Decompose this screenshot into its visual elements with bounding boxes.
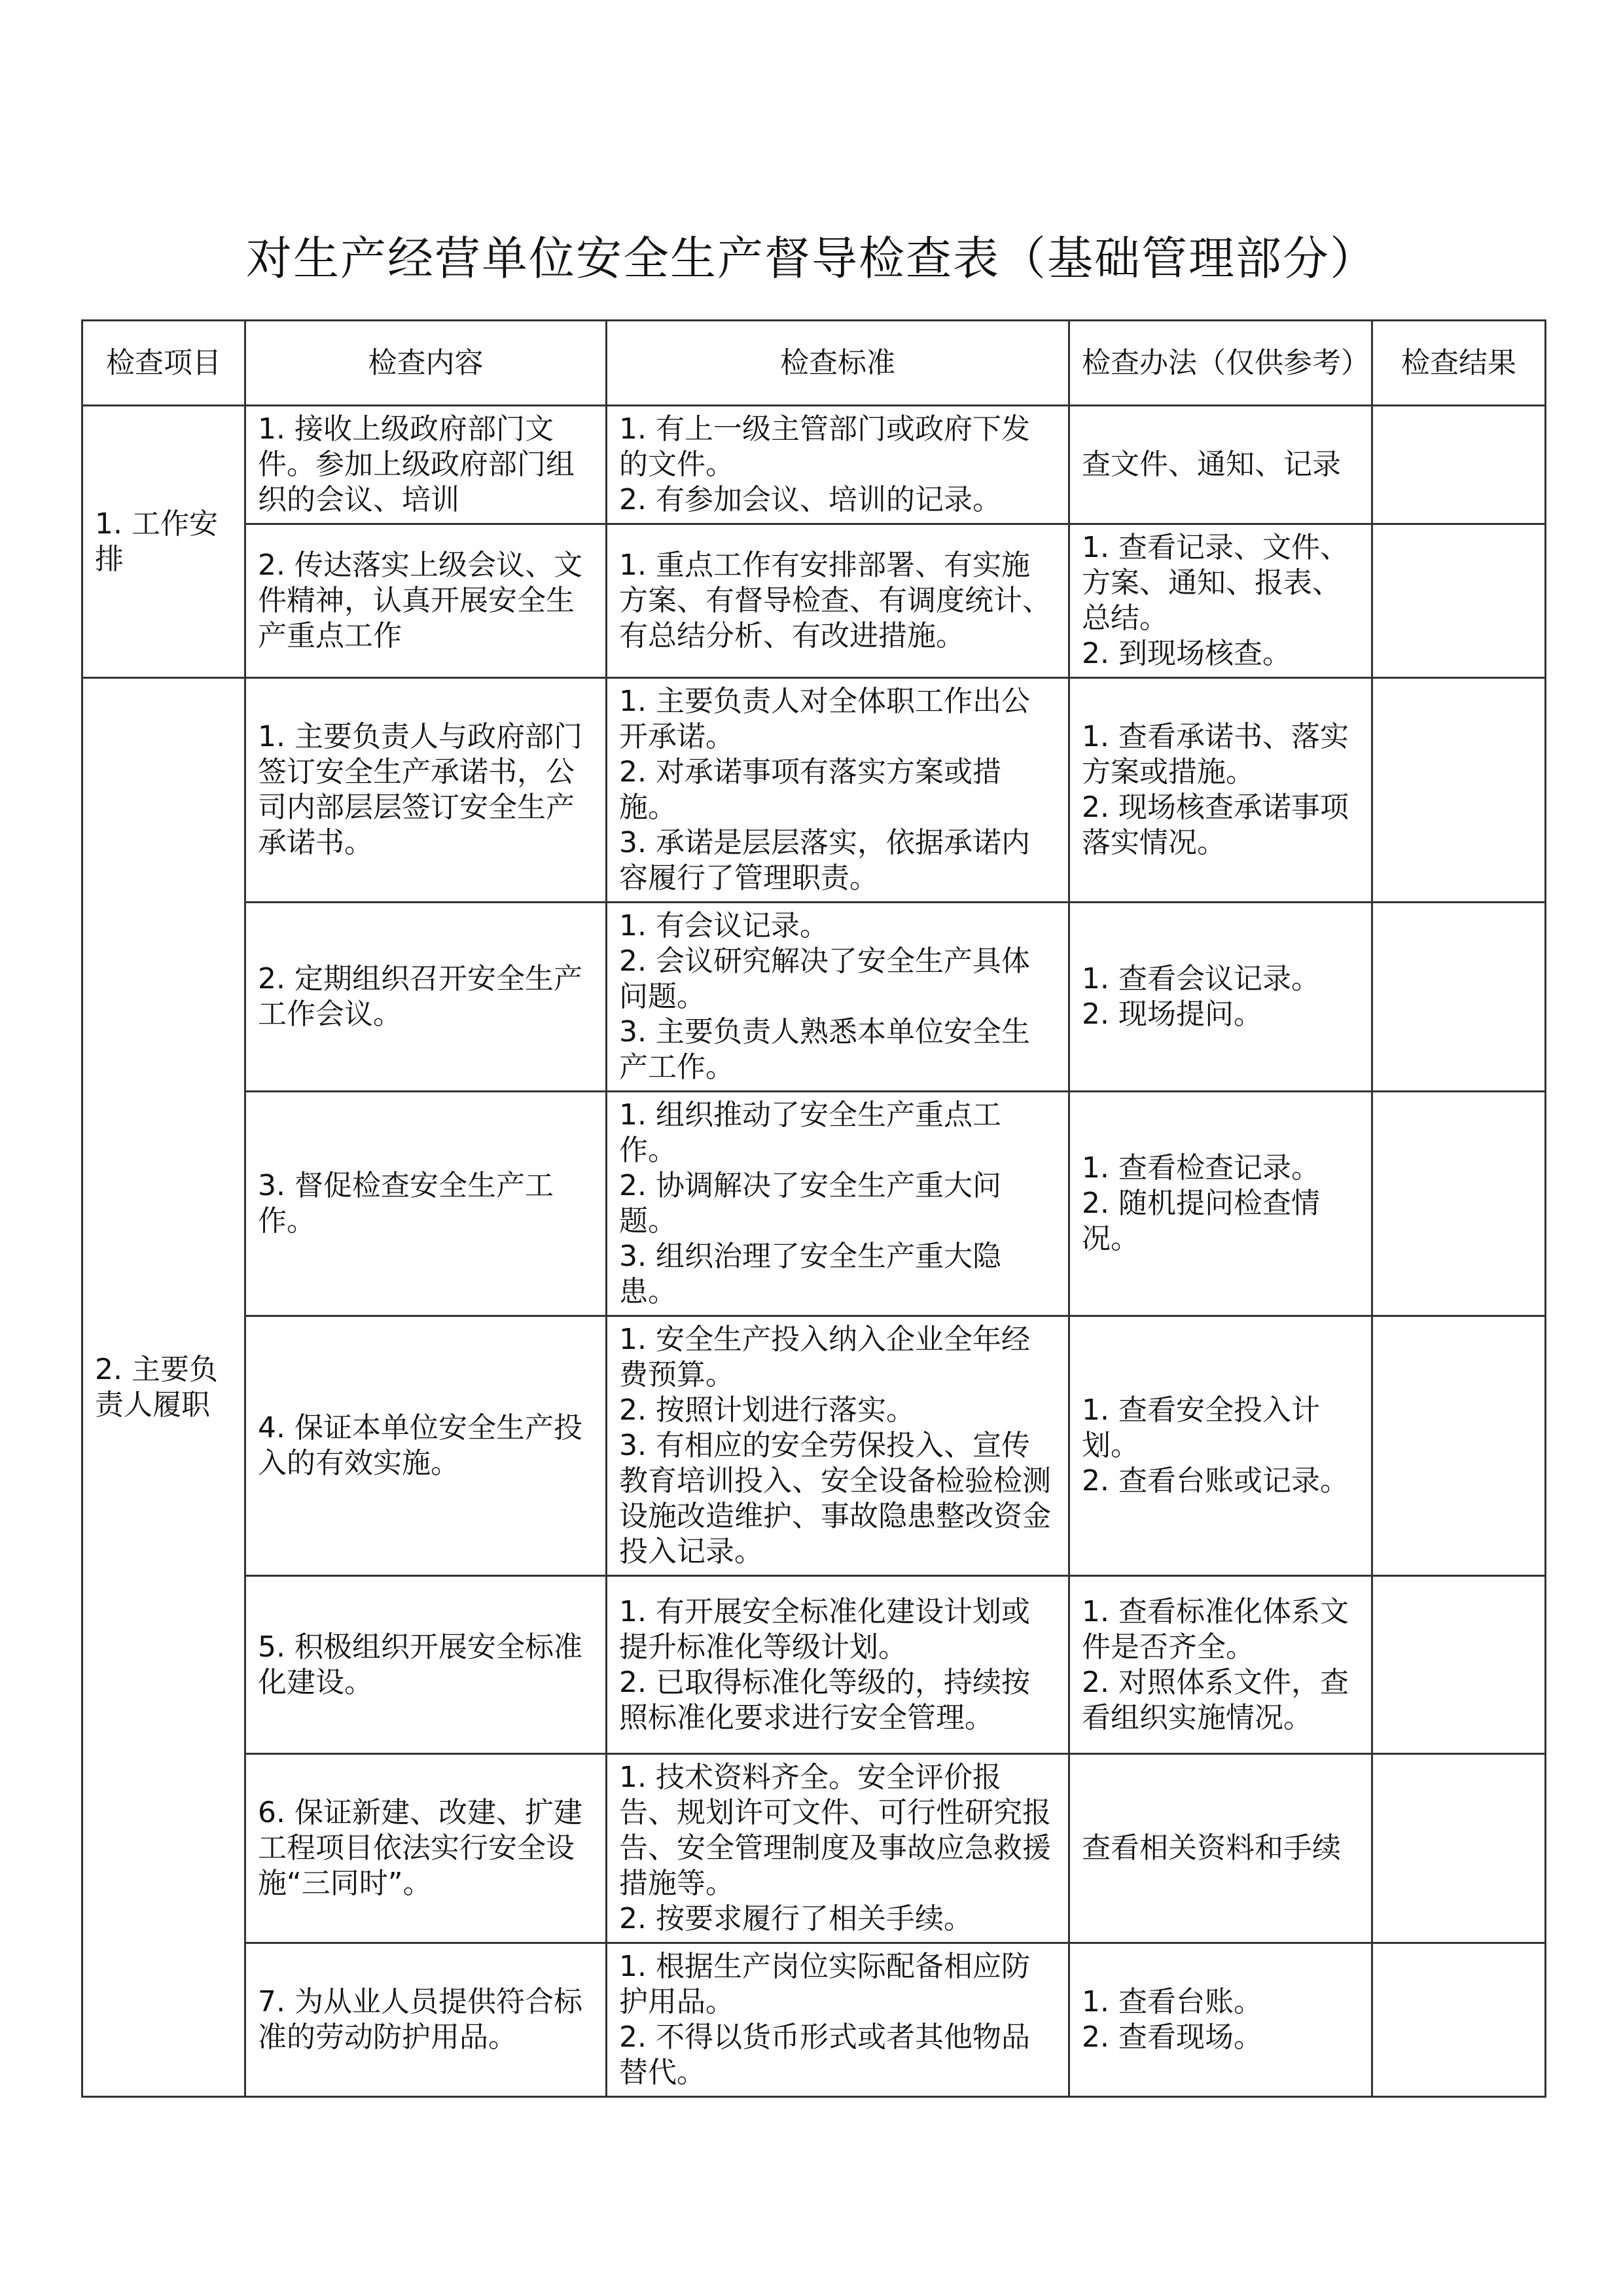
cell-method xyxy=(1069,1754,1372,1943)
cell-standard xyxy=(607,406,1069,524)
standard-line: 3. 主要负责人熟悉本单位安全生产工作。 xyxy=(619,1015,1030,1084)
cell-standard xyxy=(607,903,1069,1092)
standard-line: 3. 组织治理了安全生产重大隐患。 xyxy=(619,1240,1001,1308)
standard-line: 1. 组织推动了安全生产重点工作。 xyxy=(619,1098,1001,1167)
method-line: 1. 查看承诺书、落实方案或措施。 xyxy=(1082,720,1349,789)
standard-line: 1. 有会议记录。 xyxy=(619,909,829,942)
method-line: 1. 查看检查记录。 xyxy=(1082,1151,1320,1185)
cell-method xyxy=(1069,903,1372,1092)
method-line: 1. 查看标准化体系文件是否齐全。 xyxy=(1082,1594,1349,1664)
standard-line: 2. 有参加会议、培训的记录。 xyxy=(619,483,1001,516)
standard-line: 2. 按要求履行了相关手续。 xyxy=(619,1902,972,1935)
cell-method xyxy=(1069,524,1372,678)
standard-line: 1. 有开展安全标准化建设计划或提升标准化等级计划。 xyxy=(619,1594,1030,1664)
cell-result[interactable] xyxy=(1372,1316,1546,1576)
cell-content: 3. 督促检查安全生产工作。 xyxy=(245,1092,607,1316)
table-row xyxy=(82,678,1546,903)
standard-line: 3. 承诺是层层落实，依据承诺内容履行了管理职责。 xyxy=(619,826,1030,895)
table-header-row xyxy=(82,321,1546,406)
table-row xyxy=(82,1754,1546,1943)
method-line: 2. 随机提问检查情况。 xyxy=(1082,1187,1320,1255)
standard-line: 2. 已取得标准化等级的，持续按照标准化要求进行安全管理。 xyxy=(619,1665,1030,1734)
table-row xyxy=(82,524,1546,678)
table-row xyxy=(82,1316,1546,1576)
cell-result[interactable] xyxy=(1372,1943,1546,2097)
cell-standard xyxy=(607,1316,1069,1576)
cell-result[interactable] xyxy=(1372,1576,1546,1754)
cell-content: 5. 积极组织开展安全标准化建设。 xyxy=(245,1576,607,1754)
cell-content: 1. 接收上级政府部门文件。参加上级政府部门组织的会议、培训 xyxy=(245,406,607,524)
standard-line: 2. 协调解决了安全生产重大问题。 xyxy=(619,1169,1001,1238)
table-row xyxy=(82,406,1546,524)
cell-result[interactable] xyxy=(1372,524,1546,678)
cell-result[interactable] xyxy=(1372,1754,1546,1943)
method-line: 1. 查看台账。 xyxy=(1082,1985,1262,2018)
cell-content: 4. 保证本单位安全生产投入的有效实施。 xyxy=(245,1316,607,1576)
header-standard: 检查标准 xyxy=(607,321,1069,406)
cell-standard xyxy=(607,1943,1069,2097)
header-item: 检查项目 xyxy=(82,321,245,406)
standard-line: 2. 按照计划进行落实。 xyxy=(619,1393,915,1427)
standard-line: 1. 根据生产岗位实际配备相应防护用品。 xyxy=(619,1950,1030,2018)
cell-item: 1. 工作安排 xyxy=(82,406,245,678)
cell-method xyxy=(1069,1576,1372,1754)
standard-line: 1. 技术资料齐全。安全评价报告、规划许可文件、可行性研究报告、安全管理制度及事故应急救援措施等。 xyxy=(619,1761,1051,1900)
cell-result[interactable] xyxy=(1372,903,1546,1092)
table-row xyxy=(82,1576,1546,1754)
cell-standard xyxy=(607,524,1069,678)
standard-line: 1. 重点工作有安排部署、有实施方案、有督导检查、有调度统计、有总结分析、有改进措施。 xyxy=(619,548,1051,653)
method-line: 2. 查看现场。 xyxy=(1082,2020,1262,2054)
method-line: 2. 到现场核查。 xyxy=(1082,637,1291,670)
cell-result[interactable] xyxy=(1372,1092,1546,1316)
cell-standard xyxy=(607,1576,1069,1754)
cell-standard xyxy=(607,1092,1069,1316)
cell-standard xyxy=(607,1754,1069,1943)
inspection-table xyxy=(81,319,1546,2098)
cell-method xyxy=(1069,406,1372,524)
method-line: 2. 现场核查承诺事项落实情况。 xyxy=(1082,791,1349,859)
standard-line: 3. 有相应的安全劳保投入、宣传教育培训投入、安全设备检验检测设施改造维护、事故隐患整改资金投入记录。 xyxy=(619,1429,1051,1568)
cell-method xyxy=(1069,1092,1372,1316)
cell-content: 2. 定期组织召开安全生产工作会议。 xyxy=(245,903,607,1092)
table-row xyxy=(82,903,1546,1092)
method-line: 2. 对照体系文件，查看组织实施情况。 xyxy=(1082,1665,1349,1734)
standard-line: 2. 不得以货币形式或者其他物品替代。 xyxy=(619,2020,1030,2089)
table-row xyxy=(82,1092,1546,1316)
table-row xyxy=(82,1943,1546,2097)
table-body xyxy=(82,406,1546,2097)
cell-method xyxy=(1069,678,1372,903)
cell-content: 6. 保证新建、改建、扩建工程项目依法实行安全设施“三同时”。 xyxy=(245,1754,607,1943)
standard-line: 1. 安全生产投入纳入企业全年经费预算。 xyxy=(619,1323,1030,1391)
method-line: 2. 查看台账或记录。 xyxy=(1082,1464,1349,1498)
cell-item: 2. 主要负责人履职 xyxy=(82,678,245,2097)
standard-line: 1. 有上一级主管部门或政府下发的文件。 xyxy=(619,412,1030,481)
method-line: 2. 现场提问。 xyxy=(1082,997,1262,1031)
standard-line: 2. 会议研究解决了安全生产具体问题。 xyxy=(619,944,1030,1013)
cell-result[interactable] xyxy=(1372,678,1546,903)
method-line: 1. 查看会议记录。 xyxy=(1082,962,1320,996)
cell-content: 1. 主要负责人与政府部门签订安全生产承诺书，公司内部层层签订安全生产承诺书。 xyxy=(245,678,607,903)
method-line: 查看相关资料和手续 xyxy=(1082,1831,1341,1865)
method-line: 1. 查看安全投入计划。 xyxy=(1082,1393,1320,1462)
page-title: 对生产经营单位安全生产督导检查表（基础管理部分） xyxy=(246,232,1377,285)
method-line: 1. 查看记录、文件、方案、通知、报表、总结。 xyxy=(1082,531,1349,635)
cell-method xyxy=(1069,1316,1372,1576)
cell-content: 2. 传达落实上级会议、文件精神，认真开展安全生产重点工作 xyxy=(245,524,607,678)
cell-result[interactable] xyxy=(1372,406,1546,524)
standard-line: 2. 对承诺事项有落实方案或措施。 xyxy=(619,755,1001,824)
header-content: 检查内容 xyxy=(245,321,607,406)
header-method: 检查办法（仅供参考） xyxy=(1069,321,1372,406)
method-line: 查文件、通知、记录 xyxy=(1082,448,1341,481)
cell-content: 7. 为从业人员提供符合标准的劳动防护用品。 xyxy=(245,1943,607,2097)
cell-standard xyxy=(607,678,1069,903)
standard-line: 1. 主要负责人对全体职工作出公开承诺。 xyxy=(619,685,1030,753)
header-result: 检查结果 xyxy=(1372,321,1546,406)
cell-method xyxy=(1069,1943,1372,2097)
